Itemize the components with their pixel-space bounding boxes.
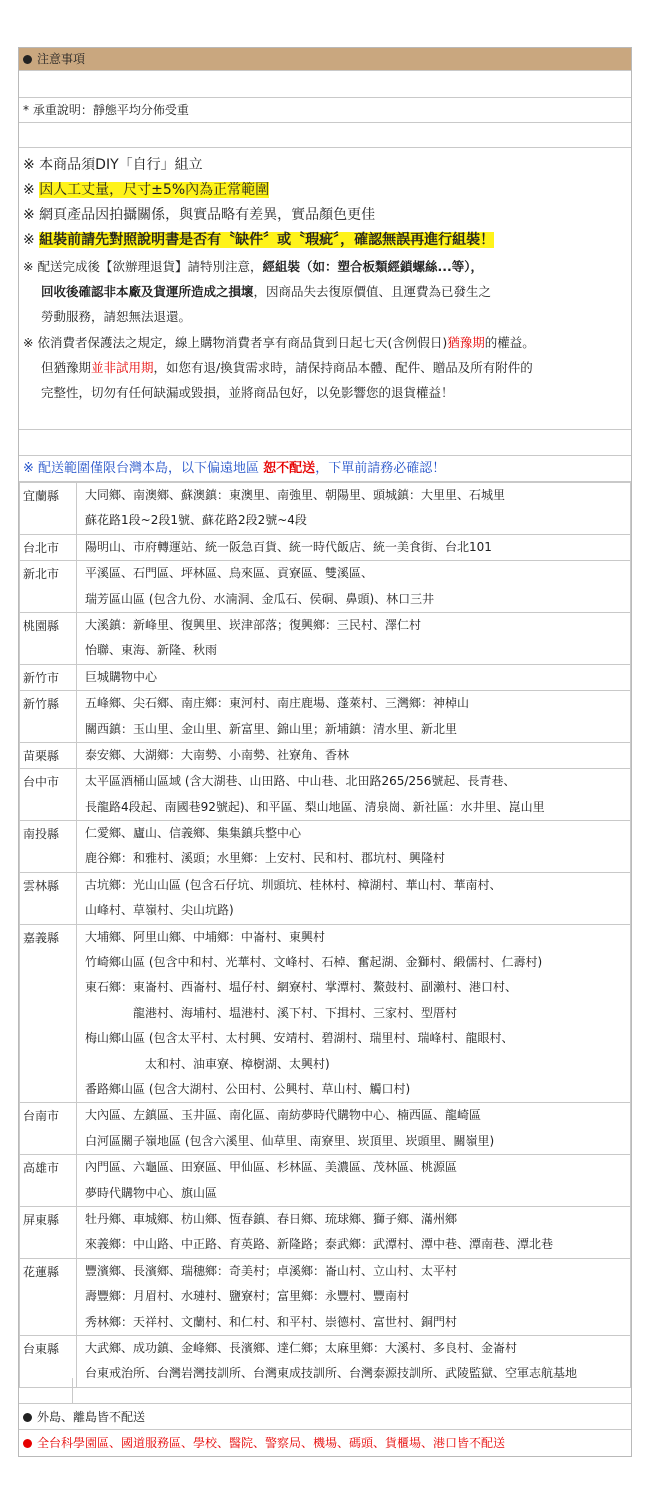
region-areas [77,1206,631,1258]
area-line: 山峰村、草嶺村、尖山坑路) [85,903,234,918]
notice-header [19,48,631,71]
notice-check-parts: ※ 組裝前請先對照說明書是否有〝缺件〞或〝瑕疵〞，確認無誤再進行組裝！ [23,232,495,248]
weight-note-text: * 承重說明：靜態平均分佈受重 [23,103,189,117]
footer-islands [19,1404,631,1430]
region-row [20,1103,631,1155]
area-line: 瑞芳區山區 (包含九份、水湳洞、金瓜石、侯硐、鼻頭)、林口三井 [85,591,435,606]
region-areas [77,742,631,768]
area-line: 五峰鄉、尖石鄉、南庄鄉：東河村、南庄鹿場、蓬萊村、三灣鄉：神棹山 [85,696,470,711]
notice-law-3: 完整性，切勿有任何缺漏或毀損，並將商品包好，以免影響您的退貨權益！ [41,385,454,400]
region-row [20,742,631,768]
region-name: 新竹市 [20,664,77,690]
region-name: 桃園縣 [20,612,77,664]
region-row [20,534,631,560]
region-name: 高雄市 [20,1155,77,1207]
region-areas [77,691,631,743]
area-line: 巨城購物中心 [85,669,158,684]
area-line: 龍港村、海埔村、塭港村、溪下村、下揖村、三家村、型厝村 [85,1005,458,1020]
notice-law-2: 但猶豫期並非試用期，如您有退/換貨需求時，請保持商品本體、配件、贈品及所有附件的 [41,360,533,375]
area-line: 大武鄉、成功鎮、金峰鄉、長濱鄉、達仁鄉；太麻里鄉：大溪村、多良村、金崙村 [85,1340,518,1355]
area-line: 關西鎮：玉山里、金山里、新富里、錦山里；新埔鎮：清水里、新北里 [85,721,458,736]
region-name: 台南市 [20,1103,77,1155]
footer-islands-text: 外島、離島皆不配送 [37,1410,146,1424]
region-areas [77,872,631,924]
region-name: 台北市 [20,534,77,560]
spacer-row [19,71,631,98]
area-line: 大埔鄉、阿里山鄉、中埔鄉：中崙村、東興村 [85,929,326,944]
area-line: 太平區酒桶山區域 (含大湖巷、山田路、中山巷、北田路265/256號起、長青巷、 [85,774,516,789]
region-areas [77,1103,631,1155]
bullet-icon [23,1439,32,1448]
region-row [20,1155,631,1207]
region-areas [77,664,631,690]
region-name: 南投縣 [20,821,77,873]
region-row [20,1258,631,1335]
region-areas [77,821,631,873]
area-line: 怡聯、東海、新隆、秋雨 [85,643,218,658]
notice-law-1: ※ 依消費者保護法之規定，線上購物消費者享有商品貨到日起七天(含例假日)猶豫期的權益。 [23,335,535,350]
region-areas [77,561,631,613]
bullet-icon [23,1413,32,1422]
notice-title: 注意事項 [37,52,86,66]
area-line: 白河區關子嶺地區 (包含六溪里、仙草里、南寮里、崁頂里、崁頭里、關嶺里) [85,1133,495,1148]
footer-restricted [19,1430,631,1456]
region-areas [77,769,631,821]
region-row [20,691,631,743]
area-line: 東石鄉：東崙村、西崙村、塭仔村、網寮村、掌潭村、鰲鼓村、副瀨村、港口村、 [85,980,518,995]
area-line: 仁愛鄉、廬山、信義鄉、集集鎮兵整中心 [85,826,302,841]
region-row [20,872,631,924]
area-line: 牡丹鄉、車城鄉、枋山鄉、恆春鎮、春日鄉、琉球鄉、獅子鄉、滿州鄉 [85,1211,458,1226]
region-row [20,561,631,613]
area-line: 大同鄉、南澳鄉、蘇澳鎮：東澳里、南強里、朝陽里、頭城鎮：大里里、石城里 [85,488,506,502]
area-line: 秀林鄉：天祥村、文蘭村、和仁村、和平村、崇德村、富世村、銅門村 [85,1314,458,1329]
region-name: 新北市 [20,561,77,613]
region-row [20,924,631,1103]
area-line: 平溪區、石門區、坪林區、烏來區、貢寮區、雙溪區、 [85,566,374,581]
area-line: 台東戒治所、台灣岩灣技訓所、台灣東成技訓所、台灣泰源技訓所、武陵監獄、空軍志航基地 [85,1366,578,1381]
area-line: 梅山鄉山區 (包含太平村、太村興、安靖村、碧湖村、瑞里村、瑞峰村、龍眼村、 [85,1031,514,1046]
area-line: 內門區、六龜區、田寮區、甲仙區、杉林區、美濃區、茂林區、桃源區 [85,1160,458,1175]
weight-note [19,98,631,123]
region-row [20,612,631,664]
area-line: 古坑鄉：光山山區 (包含石仔坑、圳頭坑、桂林村、樟湖村、華山村、華南村、 [85,877,502,892]
spacer-row [19,1378,631,1404]
region-name: 嘉義縣 [20,924,77,1103]
area-line: 豐濱鄉、長濱鄉、瑞穗鄉：奇美村；卓溪鄉：崙山村、立山村、太平村 [85,1263,458,1278]
region-row [20,821,631,873]
area-line: 泰安鄉、大湖鄉：大南勢、小南勢、社寮角、香林 [85,747,350,762]
area-line: 鹿谷鄉：和雅村、溪頭；水里鄉：上安村、民和村、郡坑村、興隆村 [85,851,446,866]
notice-return-3: 勞動服務，請恕無法退還。 [41,309,192,324]
area-line: 來義鄉：中山路、中正路、育英路、新隆路；泰武鄉：武潭村、潭中巷、潭南巷、潭北巷 [85,1237,554,1252]
region-name: 屏東縣 [20,1206,77,1258]
region-row [20,664,631,690]
notice-return-2: 回收後確認非本廠及貨運所造成之損壞，因商品失去復原價值、且運費為已發生之 [41,284,492,299]
bullet-icon [23,55,32,64]
area-line: 大內區、左鎮區、玉井區、南化區、南紡夢時代購物中心、楠西區、龍崎區 [85,1108,482,1123]
region-name: 苗栗縣 [20,742,77,768]
notice-diy: ※ 本商品須DIY「自行」組立 [23,157,203,173]
region-row [20,1206,631,1258]
region-row [20,483,631,535]
area-line: 長龍路4段起、南國巷92號起)、和平區、梨山地區、清泉崗、新社區：水井里、崑山里 [85,799,545,814]
notice-check-parts-highlight: 組裝前請先對照說明書是否有〝缺件〞或〝瑕疵〞，確認無誤再進行組裝！ [39,232,495,248]
area-line: 太和村、油車寮、樟樹湖、太興村) [85,1056,330,1071]
area-line: 蘇花路1段~2段1號、蘇花路2段2號~4段 [85,513,307,528]
region-areas [77,1258,631,1335]
region-areas [77,612,631,664]
region-name: 台中市 [20,769,77,821]
area-line: 番路鄉山區 (包含大湖村、公田村、公興村、草山村、觸口村) [85,1081,411,1096]
region-areas [77,534,631,560]
no-delivery-label: 恕不配送 [263,461,316,476]
area-line: 壽豐鄉：月眉村、水璉村、鹽寮村；富里鄉：永豐村、豐南村 [85,1289,410,1304]
notice-return-1: ※ 配送完成後【欲辦理退貨】請特別注意，經組裝（如：塑合板類經鎖螺絲...等）， [23,259,483,274]
footer-restricted-text: 全台科學園區、國道服務區、學校、醫院、警察局、機場、碼頭、貨櫃場、港口皆不配送 [37,1436,506,1450]
region-name: 台東縣 [20,1335,77,1387]
remote-area-table [19,482,631,1388]
notice-measure-highlight: 因人工丈量，尺寸±5%內為正常範圍 [39,182,270,198]
region-areas [77,1155,631,1207]
region-name: 新竹縣 [20,691,77,743]
region-areas [77,483,631,535]
area-line: 竹崎鄉山區 (包含中和村、光華村、文峰村、石棹、奮起湖、金獅村、緞儒村、仁壽村) [85,955,543,970]
region-name: 花蓮縣 [20,1258,77,1335]
area-line: 大溪鎮：新峰里、復興里、崁津部落；復興鄉：三民村、澤仁村 [85,617,422,632]
region-areas [77,924,631,1103]
spacer-row [19,430,631,456]
notice-list [19,148,631,430]
region-row [20,769,631,821]
spacer-row [19,123,631,148]
area-line: 陽明山、市府轉運站、統一阪急百貨、統一時代飯店、統一美食街、台北101 [85,539,492,554]
region-name: 雲林縣 [20,872,77,924]
notice-panel [18,47,632,1457]
area-line: 夢時代購物中心、旗山區 [85,1185,218,1200]
delivery-notice: ※ 配送範圍僅限台灣本島，以下偏遠地區 恕不配送，下單前請務必確認！ [19,456,631,482]
notice-color: ※ 網頁產品因拍攝關係，與實品略有差異，實品顏色更佳 [23,207,376,223]
notice-measure: ※ 因人工丈量，尺寸±5%內為正常範圍 [23,182,270,198]
region-name: 宜蘭縣 [20,483,77,535]
